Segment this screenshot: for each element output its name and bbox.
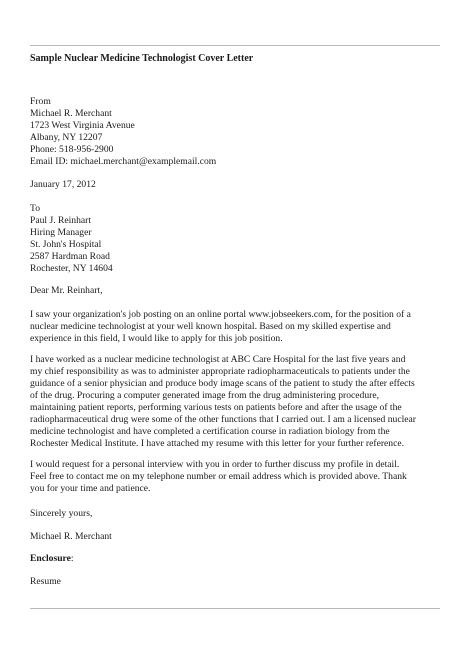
recipient-city: Rochester, NY 14604	[30, 263, 113, 274]
paragraph-intro	[30, 309, 450, 345]
paragraph-line: Feel free to contact me on my telephone number or email address which is provided above. Thank	[30, 471, 407, 482]
sender-street: 1723 West Virginia Avenue	[30, 120, 135, 131]
closing	[30, 508, 450, 520]
recipient-name: Paul J. Reinhart	[30, 215, 92, 226]
enclosure-colon: :	[70, 553, 74, 564]
sender-label: From	[30, 96, 51, 107]
paragraph-line: radiopharmaceutical drug were some of the other functions that I carried out. I am a licensed nuclear	[30, 414, 416, 425]
enclosure-heading	[30, 553, 450, 565]
recipient-company: St. John's Hospital	[30, 239, 102, 250]
recipient-street: 2587 Hardman Road	[30, 251, 110, 262]
paragraph-line: Rochester Medical Institute. I have attached my resume with this letter for your further reference.	[30, 438, 405, 449]
paragraph-line: medicine technologist and have completed a certification course in radiation biology from the	[30, 426, 390, 437]
date-text: January 17, 2012	[30, 179, 96, 190]
paragraph-line: guidance of a senior physician and produce body image scans of the patient to study the after effects	[30, 378, 415, 389]
document-title: Sample Nuclear Medicine Technologist Cover Letter	[30, 53, 254, 64]
enclosure-list	[30, 576, 450, 588]
paragraph-closing	[30, 459, 450, 495]
sender-phone: Phone: 518-956-2900	[30, 144, 114, 155]
paragraph-line: I have worked as a nuclear medicine technologist at ABC Care Hospital for the last five years and	[30, 354, 406, 365]
top-divider	[30, 45, 440, 46]
signature	[30, 531, 450, 543]
salutation	[30, 285, 450, 297]
paragraph-experience	[30, 354, 450, 450]
recipient-address-block	[30, 203, 450, 275]
sender-address-block	[30, 96, 450, 168]
enclosure-label: Enclosure	[30, 553, 71, 564]
paragraph-line: I saw your organization's job posting on an online portal www.jobseekers.com, for the position of a	[30, 309, 411, 320]
paragraph-line: experience in this field, I would like to apply for this job position.	[30, 333, 283, 344]
paragraph-line: I would request for a personal interview with you in order to further discuss my profile in detail.	[30, 459, 400, 470]
recipient-label: To	[30, 203, 40, 214]
sender-name: Michael R. Merchant	[30, 108, 112, 119]
enclosure-item: Resume	[30, 576, 61, 587]
recipient-position: Hiring Manager	[30, 227, 92, 238]
paragraph-line: my chief responsibility as was to administer appropriate radiopharmaceuticals to patients under the	[30, 366, 410, 377]
salutation-text: Dear Mr. Reinhart,	[30, 285, 103, 296]
signature-name: Michael R. Merchant	[30, 531, 112, 542]
enclosure-line	[30, 553, 450, 565]
sender-city: Albany, NY 12207	[30, 132, 103, 143]
letter-date	[30, 179, 450, 191]
paragraph-line: of the drug. Procuring a computer generated image from the drug administering procedure,	[30, 390, 379, 401]
sender-email: Email ID: michael.merchant@examplemail.com	[30, 156, 217, 167]
bottom-divider	[30, 608, 440, 609]
paragraph-line: maintaining patient reports, performing various tests on patients before and after the usage of the	[30, 402, 402, 413]
closing-text: Sincerely yours,	[30, 508, 93, 519]
paragraph-line: nuclear medicine technologist at your well known hospital. Based on my skilled expertise and	[30, 321, 391, 332]
paragraph-line: you for your time and patience.	[30, 483, 151, 494]
